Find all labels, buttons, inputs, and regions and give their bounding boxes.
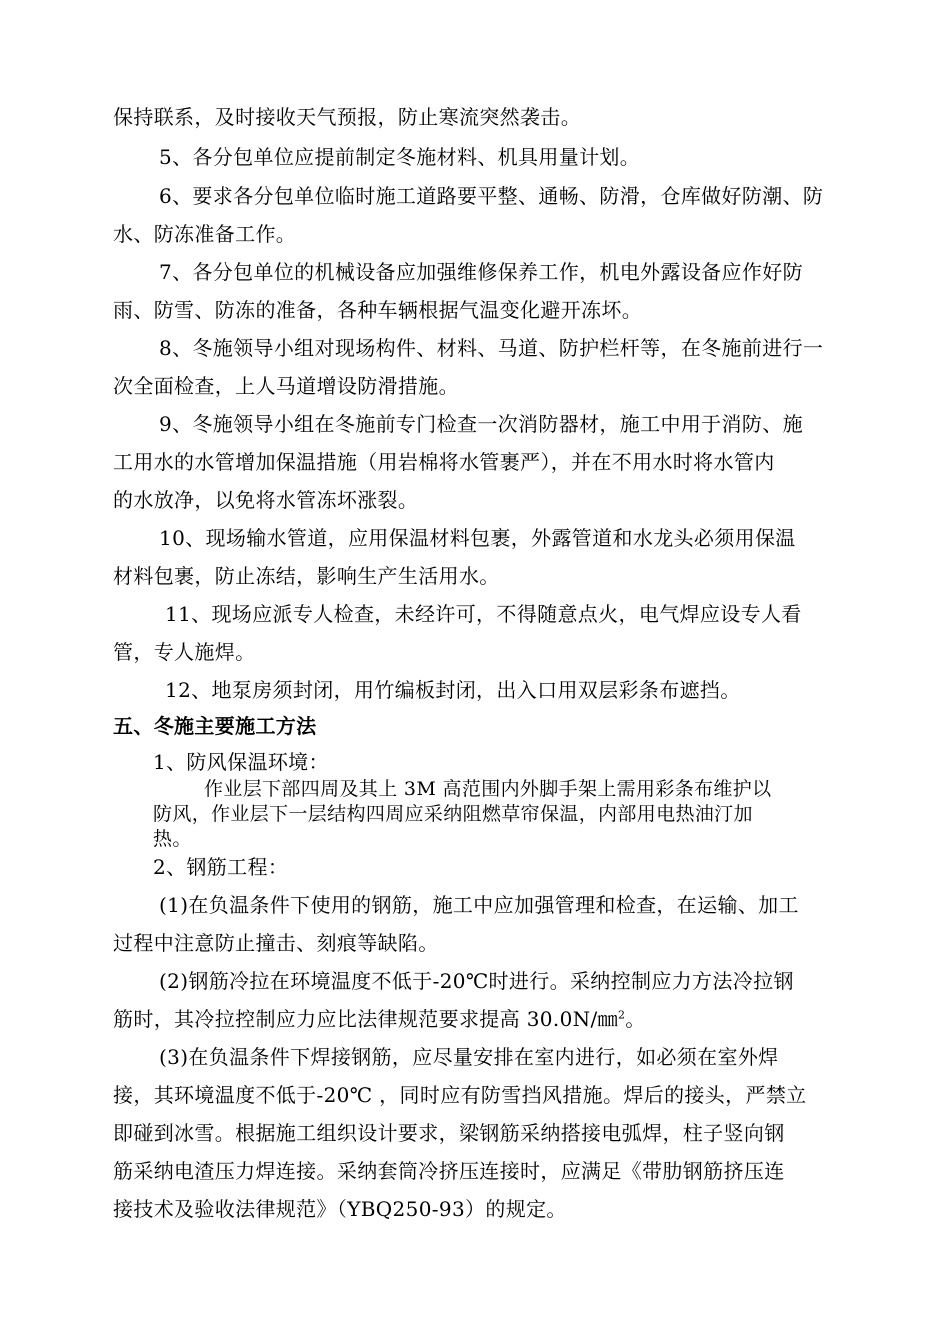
text-line: 的水放净，以免将水管冻坏涨裂。 [113, 488, 419, 512]
text-line: 7、各分包单位的机械设备应加强维修保养工作，机电外露设备应作好防 [159, 260, 803, 284]
subsection-title: 2、钢筋工程： [153, 855, 289, 879]
text-line: 管，专人施焊。 [113, 640, 256, 664]
text-line: 防风，作业层下一层结构四周应采纳阻燃草帘保温，内部用电热油汀加 [153, 803, 753, 825]
subsection-title: 1、防风保温环境： [153, 750, 329, 774]
superscript: 2 [617, 1008, 626, 1022]
text-fragment: 筋时，其冷拉控制应力应比法律规范要求提高 30.0N/㎜ [113, 1007, 618, 1031]
text-line: 工用水的水管增加保温措施（用岩棉将水管裹严），并在不用水时将水管内 [113, 450, 775, 474]
text-line: 9、冬施领导小组在冬施前专门检查一次消防器材，施工中用于消防、施 [159, 412, 803, 436]
text-line: 5、各分包单位应提前制定冬施材料、机具用量计划。 [159, 145, 641, 169]
text-line: 11、现场应派专人检查，未经许可，不得随意点火，电气焊应设专人看 [165, 602, 802, 626]
text-line: 水、防冻准备工作。 [113, 222, 297, 246]
text-line: 作业层下部四周及其上 3M 高范围内外脚手架上需用彩条布维护以 [204, 778, 772, 800]
text-line: 材料包裹，防止冻结，影响生产生活用水。 [113, 564, 500, 588]
section-heading: 五、冬施主要施工方法 [113, 714, 317, 738]
text-line: 筋采纳电渣压力焊连接。采纳套筒冷挤压连接时，应满足《带肋钢筋挤压连 [113, 1159, 785, 1183]
text-line: 热。 [153, 828, 192, 850]
text-line: 保持联系，及时接收天气预报，防止寒流突然袭击。 [113, 105, 582, 129]
text-line: 接，其环境温度不低于-20℃ ，同时应有防雪挡风措施。焊后的接头，严禁立 [113, 1083, 807, 1107]
text-line: 12、地泵房须封闭，用竹编板封闭，出入口用双层彩条布遮挡。 [165, 678, 741, 702]
text-line-with-superscript [113, 1007, 646, 1031]
text-line: 8、冬施领导小组对现场构件、材料、马道、防护栏杆等，在冬施前进行一 [159, 336, 824, 360]
text-line: 次全面检查，上人马道增设防滑措施。 [113, 374, 459, 398]
text-fragment: 。 [625, 1007, 646, 1031]
text-line: 过程中注意防止撞击、刻痕等缺陷。 [113, 931, 439, 955]
text-line: (1)在负温条件下使用的钢筋，施工中应加强管理和检查，在运输、加工 [159, 893, 799, 917]
text-line: 10、现场输水管道，应用保温材料包裹，外露管道和水龙头必须用保温 [159, 526, 796, 550]
text-line: 雨、防雪、防冻的准备，各种车辆根据气温变化避开冻坏。 [113, 298, 643, 322]
text-line: 6、要求各分包单位临时施工道路要平整、通畅、防滑，仓库做好防潮、防 [159, 184, 824, 208]
text-line: 即碰到冰雪。根据施工组织设计要求，梁钢筋采纳搭接电弧焊，柱子竖向钢 [113, 1121, 785, 1145]
text-line: (3)在负温条件下焊接钢筋，应尽量安排在室内进行，如必须在室外焊 [159, 1045, 779, 1069]
text-line: 接技术及验收法律规范》（YBQ250-93）的规定。 [113, 1197, 567, 1221]
text-line: (2)钢筋冷拉在环境温度不低于-20℃时进行。采纳控制应力方法冷拉钢 [159, 969, 794, 993]
